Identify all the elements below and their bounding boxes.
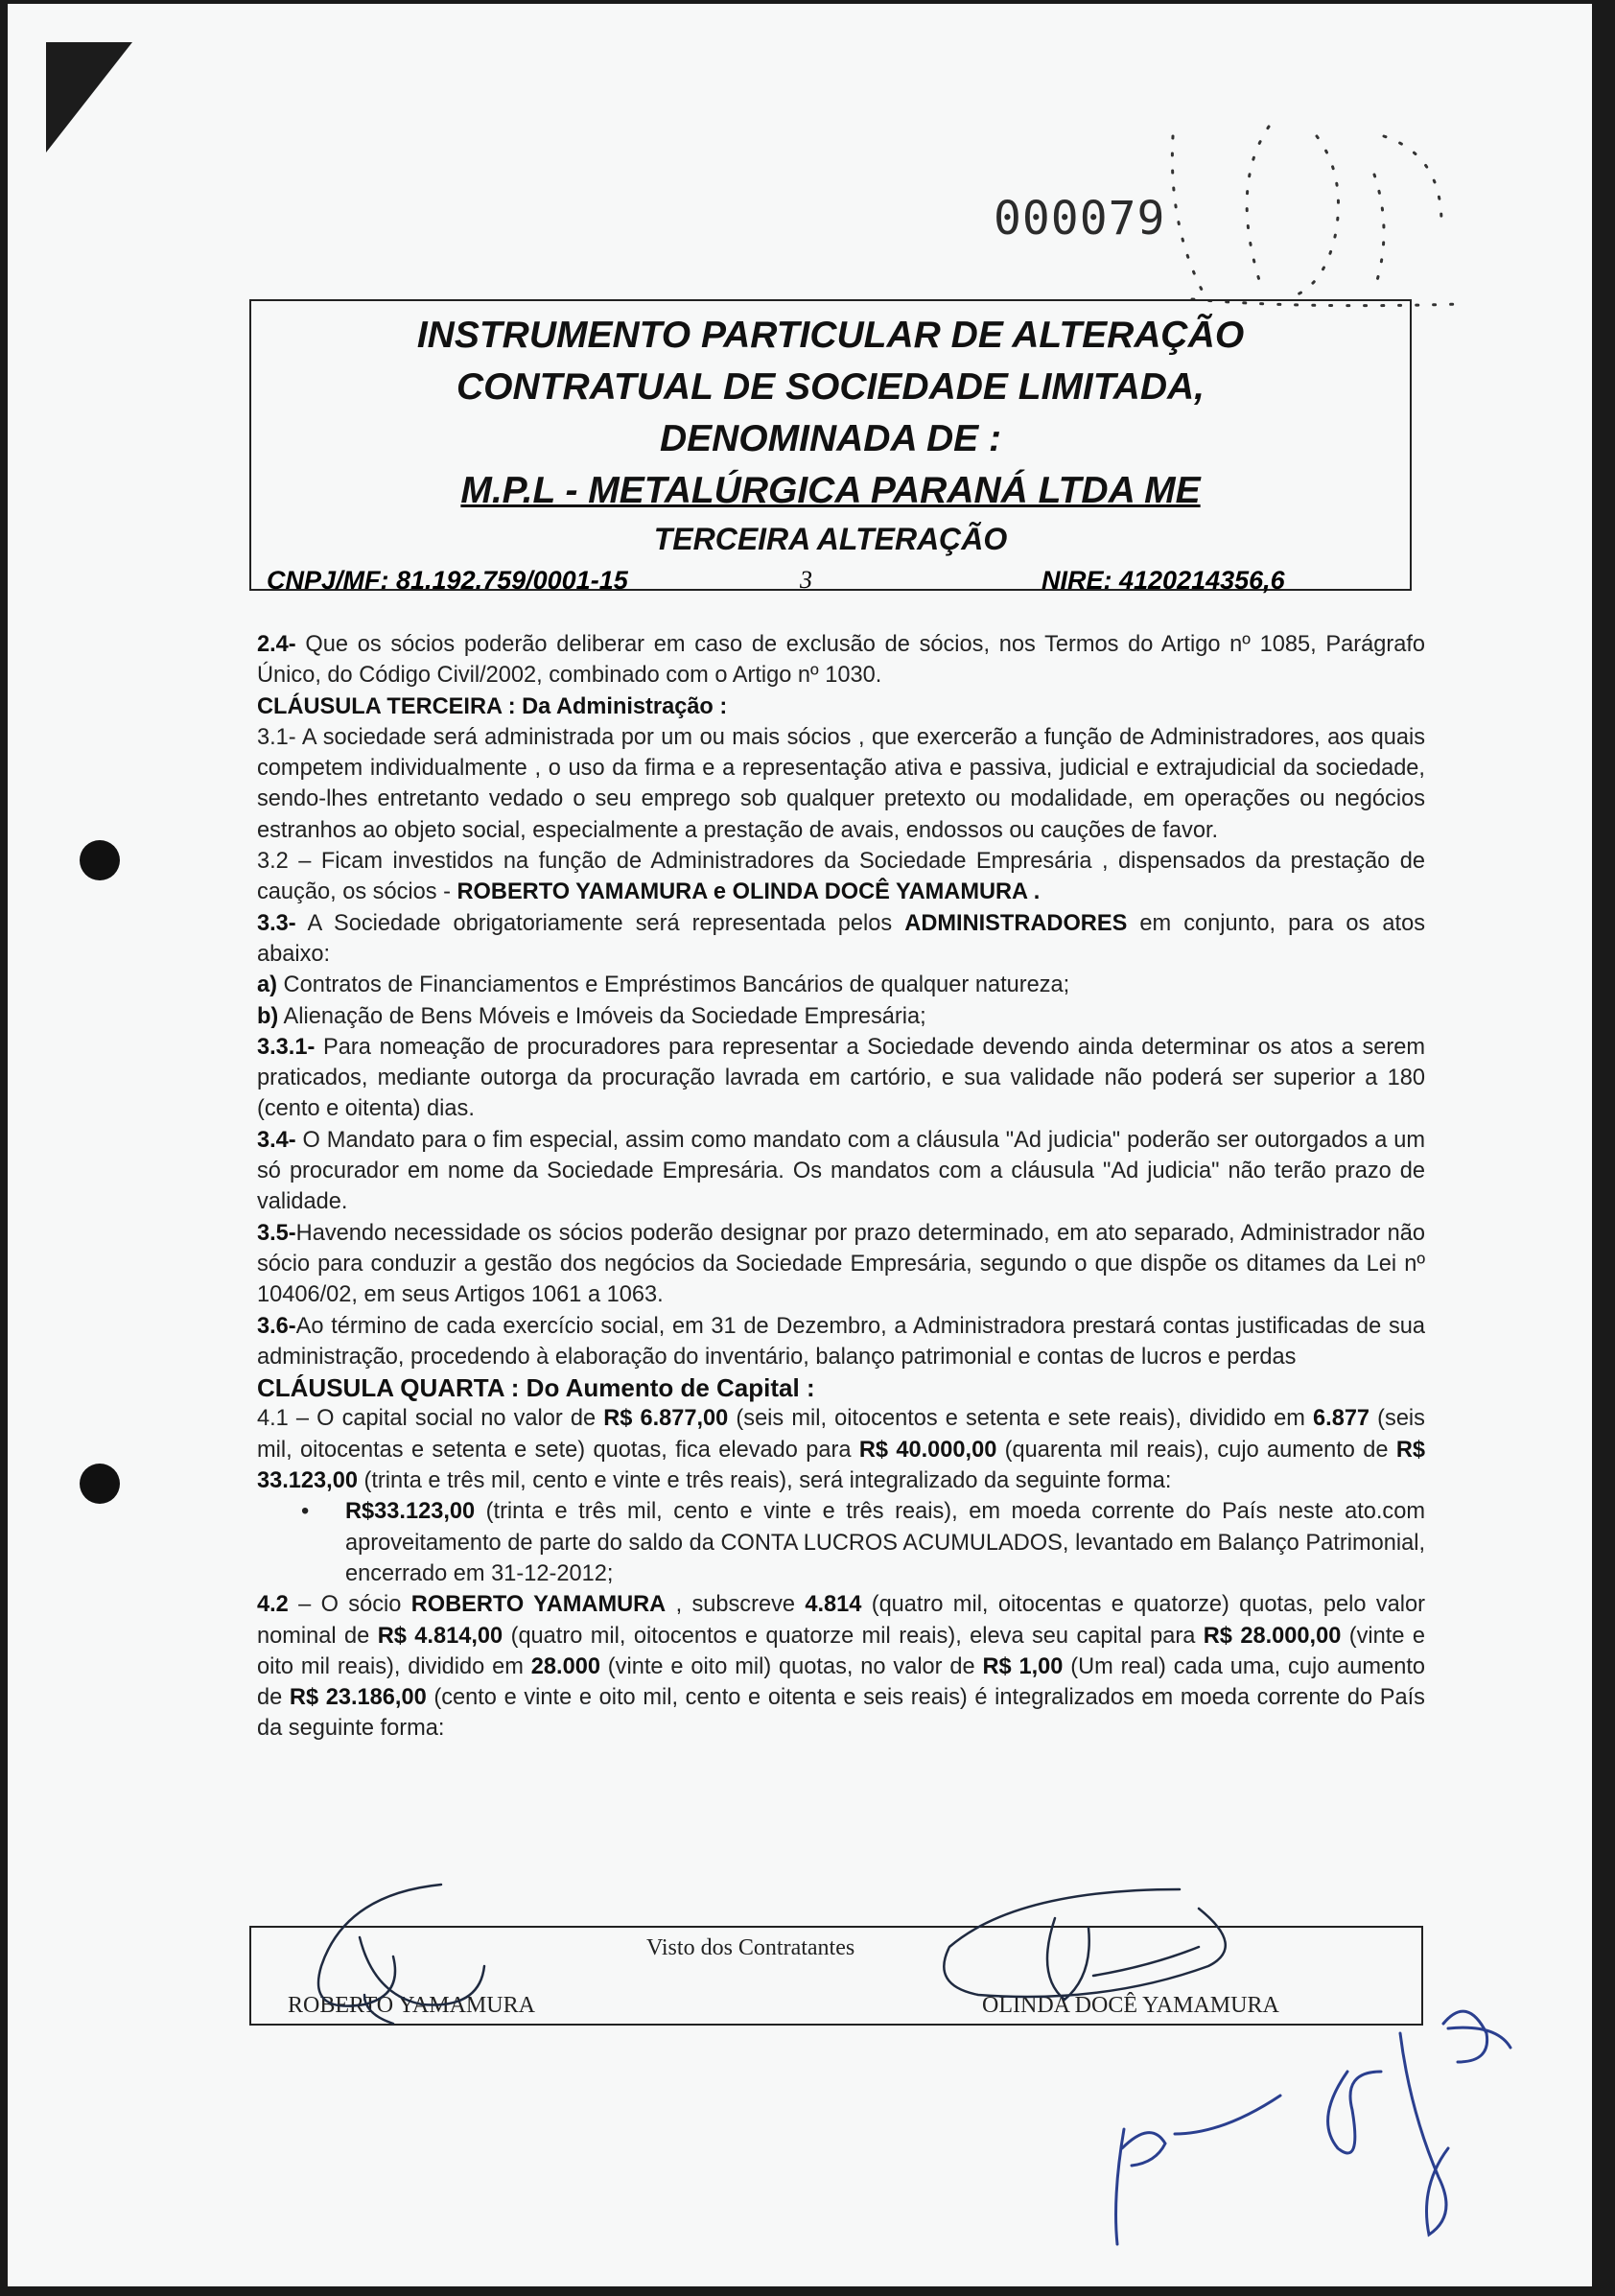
signer-right-name: OLINDA DOCÊ YAMAMURA — [982, 1993, 1279, 2018]
clause-3-2: 3.2 – Ficam investidos na função de Administradores da Sociedade Empresária , dispensados da prestação de caução, os sócios - ROBERTO YAMAMURA e OLINDA DOCÊ YAMAMURA . — [257, 849, 1425, 905]
clause-4-2: 4.2 – O sócio ROBERTO YAMAMURA , subscreve 4.814 (quatro mil, oitocentas e quatorze) quotas, pelo valor nominal de R$ 4.814,00 (quatro mil, oitocentos e quatorze mil reais), eleva seu capital para R$ 28.000,00 (vinte e oito mil reais), dividido em 28.000 (vinte e oito mil) quotas, no valor de R$ 1,00 (Um real) cada uma, cujo aumento de R$ 23.186,00 (cento e vinte e oito mil, cento e oitenta e seis reais) é integralizados em moeda corrente do País da seguinte forma: — [257, 1592, 1425, 1742]
signature-box — [249, 1926, 1423, 2026]
page-number: 3 — [800, 566, 812, 594]
signer-left-name: ROBERTO YAMAMURA — [288, 1993, 535, 2018]
title-box — [249, 299, 1412, 595]
clause-3-5: 3.5-Havendo necessidade os sócios poderão designar por prazo determinado, em ato separado, Administrador não sócio para conduzir a gestão dos negócios da Sociedade Empresária, segundo o que dispõe os ditames da Lei nº 10406/02, em seus Artigos 1061 a 1063. — [257, 1220, 1425, 1308]
title-line-3: DENOMINADA DE : — [659, 418, 1002, 459]
corner-mark — [46, 42, 132, 152]
clause-4-1: 4.1 – O capital social no valor de R$ 6.877,00 (seis mil, oitocentos e setenta e sete reais), dividido em 6.877 (seis mil, oitocentas e setenta e sete) quotas, fica elevado para R$ 40.000,00 (quarenta mil reais), cujo aumento de R$ 33.123,00 (trinta e três mil, cento e vinte e três reais), será integralizado da seguinte forma: — [257, 1406, 1425, 1494]
clause-3-4: 3.4- O Mandato para o fim especial, assim como mandato com a cláusula "Ad judicia" poderão ser outorgados a um só procurador em nome da Sociedade Empresária. Os mandatos com a cláusula "Ad judicia" não terão prazo de validade. — [257, 1127, 1425, 1215]
document-body — [257, 629, 1425, 1745]
clause-3-1: 3.1- A sociedade será administrada por um ou mais sócios , que exercerão a função de Administradores, aos quais competem individualmente , o uso da firma e a representação ativa e passiva, judicial e extrajudicial da sociedade, sendo-lhes entretanto vedado o seu emprego sob qualquer pretexto ou modalidade, em operações ou negócios estranhos ao objeto social, especialmente a prestação de avais, endossos ou cauções de favor. — [257, 724, 1425, 843]
bullet-dot: • — [301, 1499, 310, 1525]
clause-3-title: CLÁUSULA TERCEIRA : Da Administração : — [257, 693, 728, 719]
clause-4-1-bullet: • R$33.123,00 (trinta e três mil, cento e vinte e três reais), em moeda corrente do País neste ato.com aproveitamento de parte do saldo da CONTA LUCROS ACUMULADOS, levantado em Balanço Patrimonial, encerrado em 31-12-2012; — [345, 1496, 1425, 1589]
title-line-1: INSTRUMENTO PARTICULAR DE ALTERAÇÃO — [416, 315, 1245, 356]
punch-hole-top — [80, 840, 120, 880]
punch-hole-bottom — [80, 1464, 120, 1504]
clause-4-title: CLÁUSULA QUARTA : Do Aumento de Capital : — [257, 1373, 815, 1403]
dotted-seal-icon — [1154, 117, 1470, 309]
nire-number: NIRE: 4120214356,6 — [1042, 566, 1285, 595]
clause-3-3: 3.3- A Sociedade obrigatoriamente será representada pelos ADMINISTRADORES em conjunto, para os atos abaixo: — [257, 910, 1426, 967]
title-line-2: CONTRATUAL DE SOCIEDADE LIMITADA, — [456, 366, 1205, 408]
cnpj-number: CNPJ/MF: 81.192.759/0001-15 — [267, 566, 628, 595]
document-page — [8, 4, 1592, 2286]
clause-3-6: 3.6-Ao término de cada exercício social, em 31 de Dezembro, a Administradora prestará contas justificadas de sua administração, procedendo à elaboração do inventário, balanço patrimonial e contas de lucros e perdas — [257, 1313, 1425, 1370]
clause-3-3-a: a) Contratos de Financiamentos e Empréstimos Bancários de qualquer natureza; — [257, 972, 1070, 998]
page-stamp-number: 000079 — [994, 192, 1166, 246]
company-name: M.P.L - METALÚRGICA PARANÁ LTDA ME — [460, 470, 1201, 511]
signature-caption: Visto dos Contratantes — [646, 1935, 855, 1960]
amendment-label: TERCEIRA ALTERAÇÃO — [653, 522, 1008, 556]
clause-3-3-1: 3.3.1- Para nomeação de procuradores para representar a Sociedade devendo ainda determinar os atos a serem praticados, mediante outorga da procuração lavrada em cartório, e sua validade não poderá ser superior a 180 (cento e oitenta) dias. — [257, 1034, 1425, 1122]
clause-3-3-b: b) Alienação de Bens Móveis e Imóveis da Sociedade Empresária; — [257, 1003, 926, 1029]
clause-2-4: 2.4- Que os sócios poderão deliberar em caso de exclusão de sócios, nos Termos do Artigo nº 1085, Parágrafo Único, do Código Civil/2002, combinado com o Artigo nº 1030. — [257, 632, 1425, 689]
